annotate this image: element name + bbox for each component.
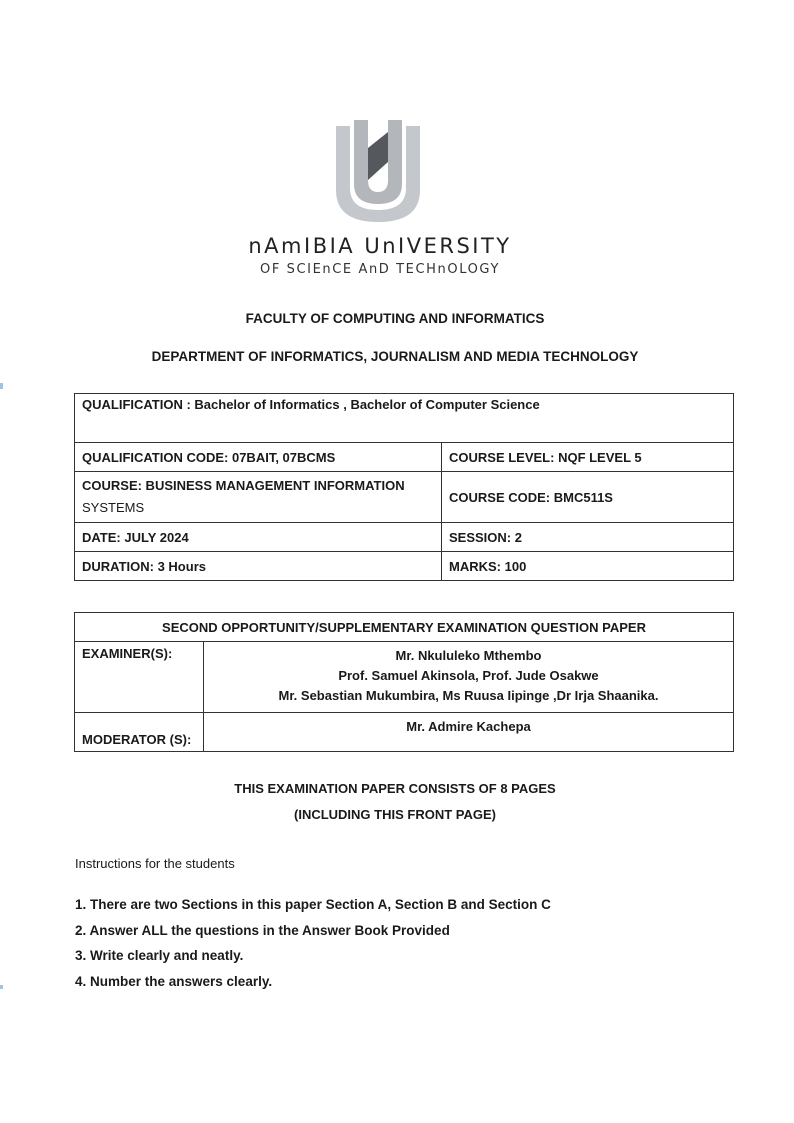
examination-paper-title: SECOND OPPORTUNITY/SUPPLEMENTARY EXAMINATION QUESTION PAPER xyxy=(75,613,734,642)
instructions-title: Instructions for the students xyxy=(75,856,235,871)
instructions-list xyxy=(75,896,551,998)
scan-edge-mark xyxy=(0,985,3,989)
moderator-name: Mr. Admire Kachepa xyxy=(204,713,734,752)
examiner-name: Prof. Samuel Akinsola, Prof. Jude Osakwe xyxy=(338,668,599,683)
course-level-cell: COURSE LEVEL: NQF LEVEL 5 xyxy=(442,443,734,472)
university-name: nAmIBIA UnIVERSITY xyxy=(248,234,512,258)
page-count-note: (INCLUDING THIS FRONT PAGE) xyxy=(294,807,496,822)
session-cell: SESSION: 2 xyxy=(442,523,734,552)
examiner-name: Mr. Nkululeko Mthembo xyxy=(395,648,542,663)
course-name-line2: SYSTEMS xyxy=(82,500,145,515)
university-subtitle: OF SCIEnCE AnD TECHnOLOGY xyxy=(259,262,500,277)
course-code-cell: COURSE CODE: BMC511S xyxy=(442,472,734,523)
examiner-label: EXAMINER(S): xyxy=(75,642,204,713)
instruction-item: 1. There are two Sections in this paper Section A, Section B and Section C xyxy=(75,897,551,912)
moderator-label: MODERATOR (S): xyxy=(75,713,204,752)
qualification-table xyxy=(74,393,734,581)
course-name-line1: COURSE: BUSINESS MANAGEMENT INFORMATION xyxy=(82,478,405,493)
qualification-cell xyxy=(75,394,734,443)
instruction-item: 2. Answer ALL the questions in the Answer Book Provided xyxy=(75,922,450,938)
course-cell xyxy=(75,472,442,523)
examiner-names xyxy=(204,642,734,713)
examiner-name: Mr. Sebastian Mukumbira, Ms Ruusa Iipinge ,Dr Irja Shaanika. xyxy=(278,688,659,703)
examiner-table xyxy=(74,612,734,752)
university-logo xyxy=(330,118,426,226)
qualification-code-cell: QUALIFICATION CODE: 07BAIT, 07BCMS xyxy=(75,443,442,472)
page-count-line: THIS EXAMINATION PAPER CONSISTS OF 8 PAGES xyxy=(234,781,556,796)
duration-text: DURATION: 3 Hours xyxy=(82,558,206,574)
date-cell: DATE: JULY 2024 xyxy=(75,523,442,552)
instruction-item: 3. Write clearly and neatly. xyxy=(75,948,244,963)
department-heading: DEPARTMENT OF INFORMATICS, JOURNALISM AND MEDIA TECHNOLOGY xyxy=(151,349,639,364)
instruction-item: 4. Number the answers clearly. xyxy=(75,973,273,989)
scan-edge-mark xyxy=(0,383,3,389)
duration-cell xyxy=(75,552,442,581)
marks-cell: MARKS: 100 xyxy=(442,552,734,581)
qualification-text: QUALIFICATION : Bachelor of Informatics , Bachelor of Computer Science xyxy=(82,397,540,412)
faculty-heading: FACULTY OF COMPUTING AND INFORMATICS xyxy=(245,311,545,326)
